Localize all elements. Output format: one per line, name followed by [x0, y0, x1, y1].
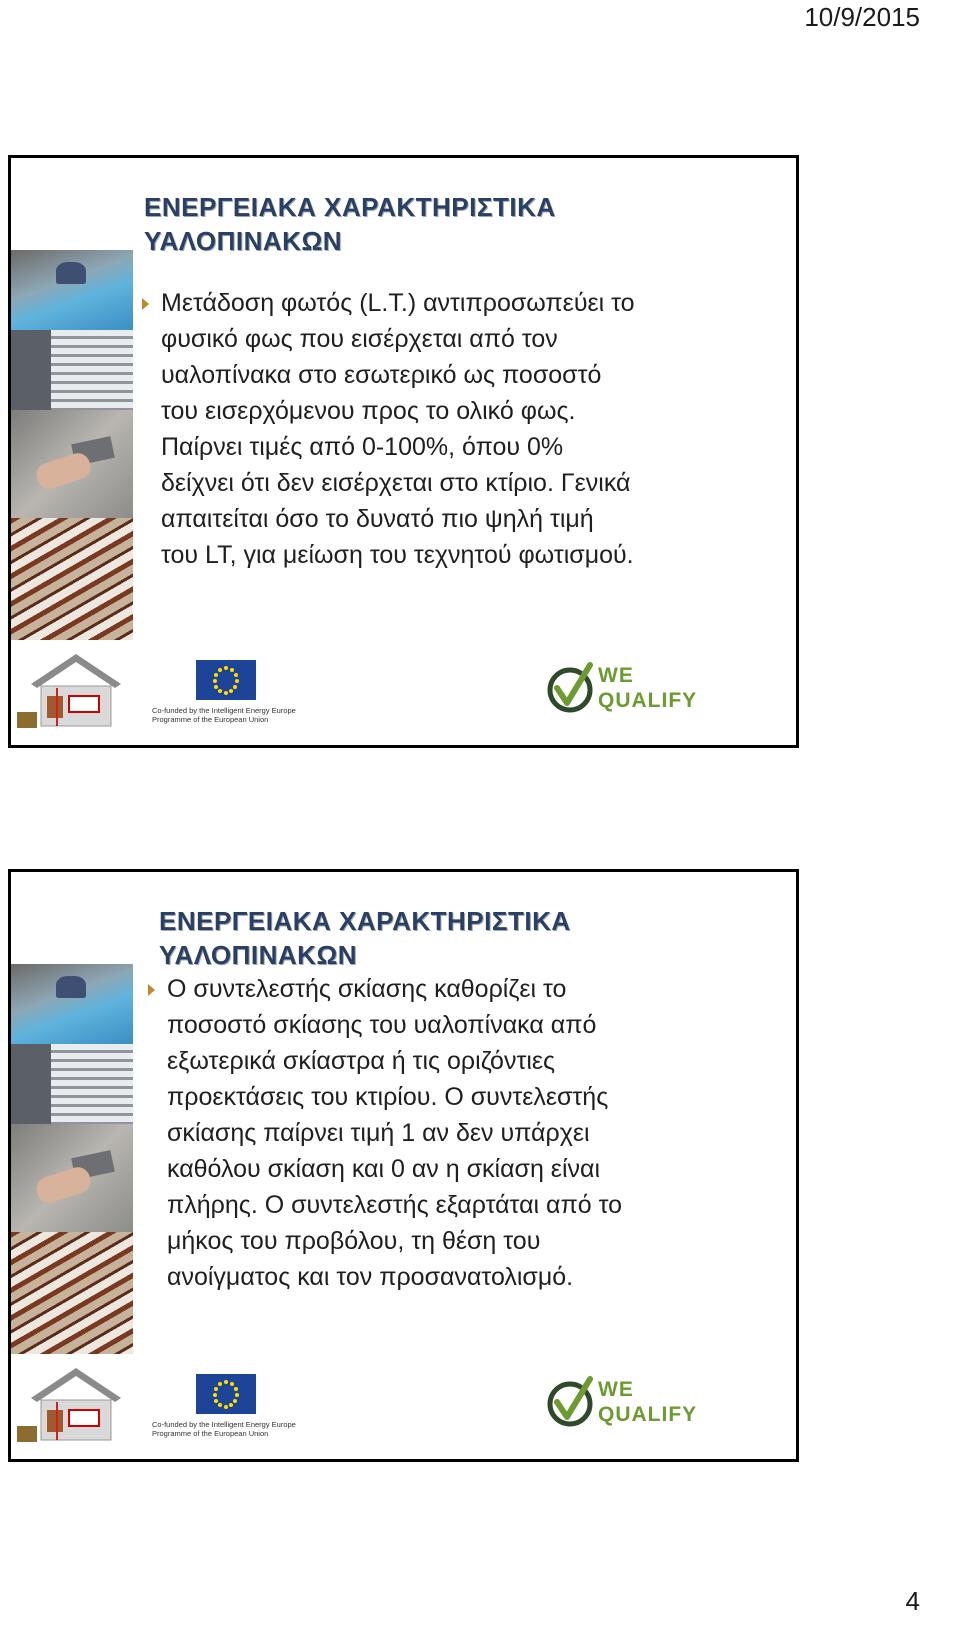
we-qualify-logo — [546, 661, 716, 719]
house-icon — [17, 1364, 135, 1444]
bullet-line: Ο συντελεστής σκίασης καθορίζει το — [167, 975, 567, 1003]
photo-shutters — [11, 1044, 133, 1124]
bullet-line: καθόλου σκίαση και 0 αν η σκίαση είναι — [167, 1155, 601, 1183]
bullet-line: του εισερχόμενου προς το ολικό φως. — [161, 397, 576, 425]
logo-line-1: WE — [598, 1378, 634, 1401]
slide-title-line-1: ΕΝΕΡΓΕΙΑΚΑ ΧΑΡΑΚΤΗΡΙΣΤΙΚΑ — [159, 906, 571, 936]
logo-line-1: WE — [598, 664, 634, 687]
bullet-line: ανοίγματος και τον προσανατολισμό. — [167, 1263, 574, 1291]
cofunding-line-1: Co-funded by the Intelligent Energy Europe — [152, 706, 296, 715]
bullet-line: μήκος του προβόλου, τη θέση του — [167, 1227, 541, 1255]
bullet-arrow-icon — [142, 298, 149, 310]
logo-line-2: QUALIFY — [598, 689, 698, 712]
bullet-line: ποσοστό σκίασης του υαλοπίνακα από — [167, 1011, 597, 1039]
slide-photo-strip — [11, 250, 133, 640]
slide-title-line-1: ΕΝΕΡΓΕΙΑΚΑ ΧΑΡΑΚΤΗΡΙΣΤΙΚΑ — [144, 192, 556, 222]
photo-roof-worker — [11, 964, 133, 1044]
slide-title — [159, 904, 571, 972]
bullet-line: απαιτείται όσο το δυνατό πιο ψηλή τιμή — [161, 505, 594, 533]
bullet-line: υαλοπίνακα στο εσωτερικό ως ποσοστό — [161, 361, 602, 389]
bullet-line: δείχνει ότι δεν εισέρχεται στο κτίριο. Γενικά — [161, 469, 631, 497]
house-icon — [17, 650, 135, 730]
cofunding-note — [152, 706, 312, 724]
we-qualify-logo — [546, 1375, 716, 1433]
bullet-line: σκίασης παίρνει τιμή 1 αν δεν υπάρχει — [167, 1119, 590, 1147]
we-qualify-check-icon — [546, 661, 598, 715]
eu-flag-icon — [196, 1374, 256, 1414]
slide-2 — [8, 869, 799, 1462]
eu-flag-icon — [196, 660, 256, 700]
bullet-line: προεκτάσεις του κτιρίου. Ο συντελεστής — [167, 1083, 609, 1111]
bullet-line: Μετάδοση φωτός (L.T.) αντιπροσωπεύει το — [161, 289, 635, 317]
bullet-text — [161, 285, 771, 573]
bullet-line: Παίρνει τιμές από 0-100%, όπου 0% — [161, 433, 564, 461]
slide-title-line-2: ΥΑΛΟΠΙΝΑΚΩΝ — [144, 226, 343, 256]
cofunding-line-1: Co-funded by the Intelligent Energy Europe — [152, 1420, 296, 1429]
photo-plastering — [11, 410, 133, 518]
bullet-line: του LT, για μείωση του τεχνητού φωτισμού. — [161, 541, 634, 569]
bullet-text — [167, 971, 777, 1295]
page-number: 4 — [905, 1586, 920, 1616]
photo-shutters — [11, 330, 133, 410]
slide-1 — [8, 155, 799, 748]
logo-line-2: QUALIFY — [598, 1403, 698, 1426]
slide-title — [144, 190, 556, 258]
cofunding-note — [152, 1420, 312, 1438]
photo-plastering — [11, 1124, 133, 1232]
bullet-line: πλήρης. Ο συντελεστής εξαρτάται από το — [167, 1191, 622, 1219]
page-date: 10/9/2015 — [804, 2, 920, 32]
photo-pergola — [11, 1232, 133, 1354]
cofunding-line-2: Programme of the European Union — [152, 1429, 269, 1438]
cofunding-line-2: Programme of the European Union — [152, 715, 269, 724]
bullet-arrow-icon — [148, 984, 155, 996]
slide-photo-strip — [11, 964, 133, 1354]
we-qualify-check-icon — [546, 1375, 598, 1429]
bullet-line: εξωτερικά σκίαστρα ή τις οριζόντιες — [167, 1047, 556, 1075]
bullet-line: φυσικό φως που εισέρχεται από τον — [161, 325, 558, 353]
slide-title-line-2: ΥΑΛΟΠΙΝΑΚΩΝ — [159, 940, 358, 970]
photo-pergola — [11, 518, 133, 640]
photo-roof-worker — [11, 250, 133, 330]
